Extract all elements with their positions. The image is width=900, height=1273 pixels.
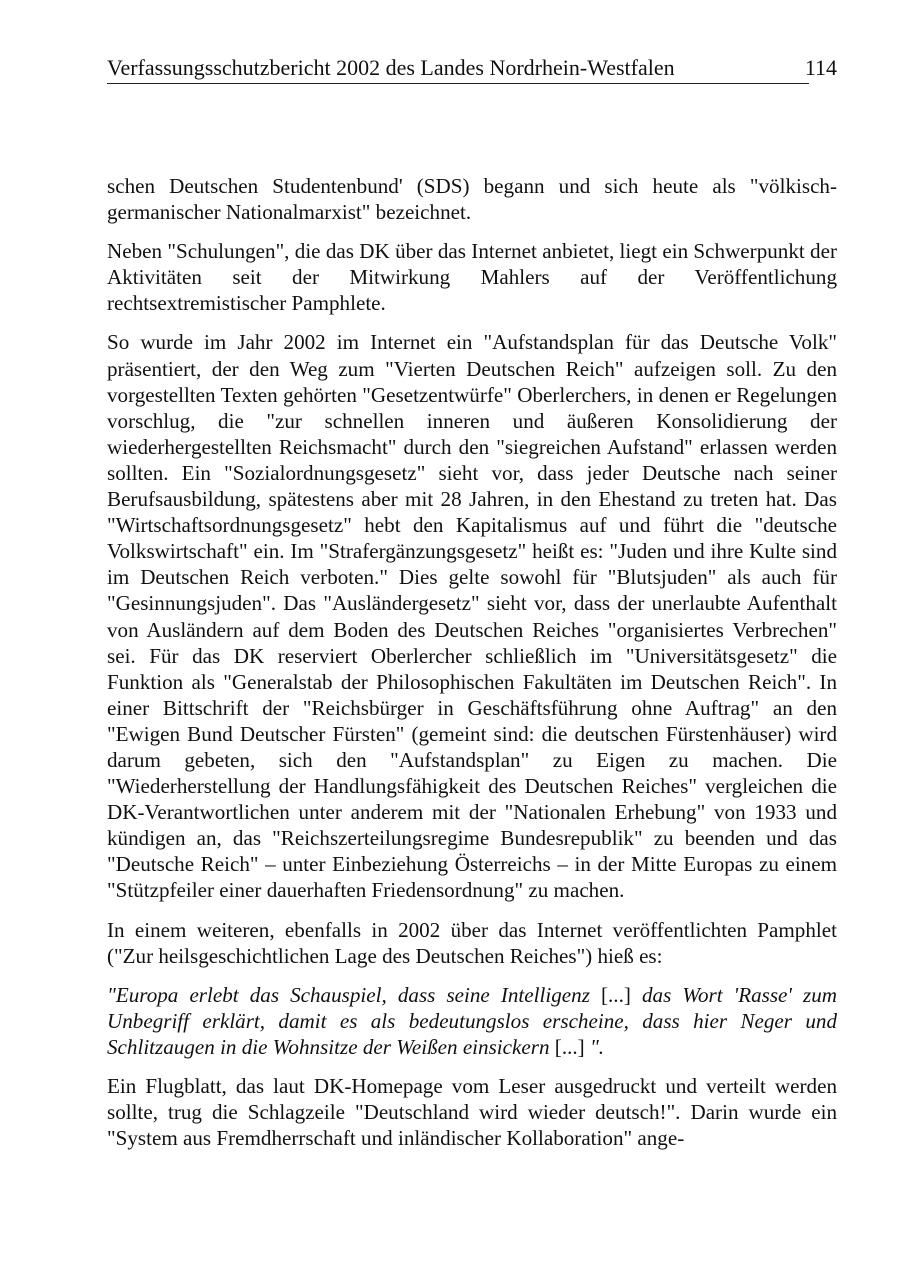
page-number: 114 <box>804 55 837 80</box>
quote-part-3: ". <box>589 1034 605 1059</box>
quote-ellipsis-1: [...] <box>601 982 631 1007</box>
paragraph-1: schen Deutschen Studentenbund' (SDS) begann und sich heute als "völkisch-germanischer Nationalmarxist" bezeichnet. <box>107 174 837 225</box>
paragraph-3: So wurde im Jahr 2002 im Internet ein "Aufstandsplan für das Deutsche Volk" präsentiert, der den Weg zum "Vierten Deutschen Reich" aufzeigen soll. Zu den vorgestellten Texten gehörten "Gesetzentwürfe" Oberlerchers, in denen er Regelungen vorschlug, die "zur schnellen inneren und äußeren Konsolidierung der wiederhergestellten Reichsmacht" durch den "siegreichen Aufstand" erlassen werden sollten. Ein "Sozialordnungsgesetz" sieht vor, dass jeder Deutsche nach seiner Berufsausbildung, spätestens aber mit 28 Jahren, in den Ehestand zu treten hat. Das "Wirtschaftsordnungsgesetz" hebt den Kapitalismus auf und führt die "deutsche Volkswirtschaft" ein. Im "Strafergänzungsgesetz" heißt es: "Juden und ihre Kulte sind im Deutschen Reich verboten." Dies gelte sowohl für "Blutsjuden" als auch für "Gesinnungsjuden". Das "Ausländergesetz" sieht vor, dass der unerlaubte Aufenthalt von Ausländern auf dem Boden des Deutschen Reiches "organisiertes Verbrechen" sei. Für das DK reserviert Oberlercher schließlich im "Universitätsgesetz" die Funktion als "Generalstab der Philosophischen Fakultäten im Deutschen Reich". In einer Bittschrift der "Reichsbürger in Geschäftsführung ohne Auftrag" an den "Ewigen Bund Deutscher Fürsten" (gemeint sind: die deutschen Fürstenhäuser) wird darum gebeten, sich den "Aufstandsplan" zu Eigen zu machen. Die "Wiederherstellung der Handlungsfähigkeit des Deutschen Reiches" vergleichen die DK-Verantwortlichen unter anderem mit der "Nationalen Erhebung" von 1933 und kündigen an, das "Reichszerteilungsregime Bundesrepublik" zu beenden und das "Deutsche Reich" – unter Einbeziehung Österreichs – in der Mitte Europas zu einem "Stützpfeiler einer dauerhaften Friedensordnung" zu machen. <box>107 330 837 903</box>
paragraph-4: In einem weiteren, ebenfalls in 2002 über das Internet veröffentlichten Pamphlet ("Zur heilsgeschichtlichen Lage des Deutschen Reiches") hieß es: <box>107 917 837 968</box>
page-header <box>107 55 837 84</box>
body-text <box>107 173 837 1164</box>
quote-part-2: das Wort 'Rasse' zum Unbegriff erklärt, damit es als bedeutungslos erscheine, dass hier Neger und Schlitzaugen in die Wohnsitze der Weißen einsickern <box>107 982 837 1059</box>
paragraph-5: Ein Flugblatt, das laut DK-Homepage vom Leser ausgedruckt und verteilt werden sollte, trug die Schlagzeile "Deutschland wird wieder deutsch!". Darin wurde ein "System aus Fremdherrschaft und inländischer Kollaboration" ange- <box>107 1074 837 1151</box>
block-quote <box>107 982 837 1060</box>
quote-ellipsis-2: [...] <box>554 1034 585 1059</box>
quote-part-1: "Europa erlebt das Schauspiel, dass seine Intelligenz <box>107 982 590 1007</box>
paragraph-2: Neben "Schulungen", die das DK über das Internet anbietet, liegt ein Schwerpunkt der Aktivitäten seit der Mitwirkung Mahlers auf der Veröffentlichung rechtsextremistischer Pamphlete. <box>107 239 837 316</box>
header-title: Verfassungsschutzbericht 2002 des Landes Nordrhein-Westfalen <box>107 55 675 80</box>
